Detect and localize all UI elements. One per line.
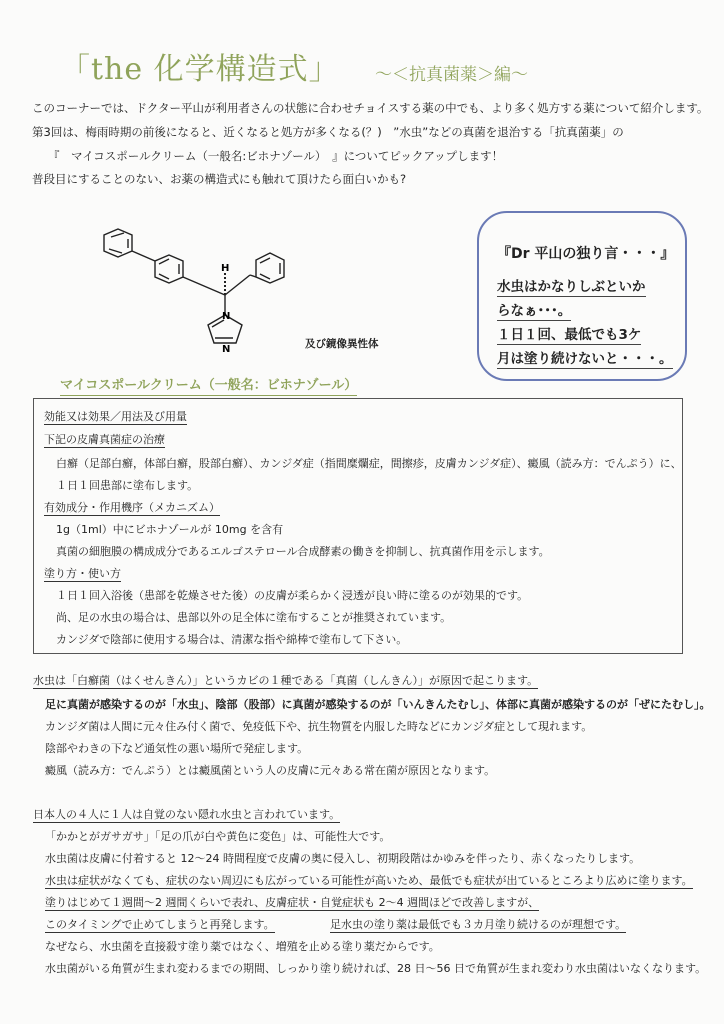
section2-line-4: 陰部やわきの下など通気性の悪い場所で発症します。 <box>45 742 309 755</box>
info-body-7: カンジダで陰部に使用する場合は、清潔な指や綿棒で塗布して下さい。 <box>56 633 408 646</box>
info-body-1: 白癬（足部白癬，体部白癬，股部白癬）、カンジダ症（指間糜爛症，間擦疹，皮膚カンジダ症）、癜風（読み方：でんぷう）に、 <box>56 457 682 470</box>
section2-line-5: 癜風（読み方：でんぷう）とは癜風菌という人の皮膚に元々ある常在菌が原因となります。 <box>45 764 496 777</box>
mirror-isomer-label: 及び鏡像異性体 <box>305 338 379 350</box>
hydrogen-label: H <box>221 263 230 274</box>
nitrogen-label-1: N <box>222 311 231 322</box>
section2-line-3: カンジダ菌は人間に元々住み付く菌で、免疫低下や、抗生物質を内服した時などにカンジダ症として現れます。 <box>45 720 593 733</box>
doctor-callout <box>477 211 687 381</box>
info-body-3: 1g（1ml）中にビホナゾールが 10mg を含有 <box>56 523 284 536</box>
callout-line-2: らなぁ･･･。 <box>497 299 571 321</box>
section3-line-3: 水虫菌は皮膚に付着すると 12～24 時間程度で皮膚の奥に侵入し、初期段階はかゆみを伴ったり、赤くなったりします。 <box>45 852 641 865</box>
info-heading-indication: 下記の皮膚真菌症の治療 <box>44 433 165 446</box>
intro-line-1: このコーナーでは、ドクター平山が利用者さんの状態に合わせチョイスする薬の中でも、より多く処方する薬について紹介します。 <box>32 101 709 115</box>
intro-line-2: 第3回は、梅雨時期の前後になると、近くなると処方が多くなる(？) ”水虫”などの真菌を退治する「抗真菌薬」の <box>32 125 624 139</box>
info-body-6: 尚、足の水虫の場合は、患部以外の足全体に塗布することが推奨されています。 <box>56 611 452 624</box>
section3-line-5: 塗りはじめて１週間～2 週間くらいで表れ、皮膚症状・自覚症状も 2～4 週間ほどで改善しますが、 <box>45 896 540 909</box>
info-body-2: １日１回患部に塗布します。 <box>56 479 199 492</box>
section3-line-8: なぜなら、水虫菌を直接殺す塗り薬ではなく、増殖を止める塗り薬だからです。 <box>45 940 440 953</box>
section3-line-6: このタイミングで止めてしまうと再発します。 <box>45 918 275 931</box>
info-heading-usage: 塗り方・使い方 <box>44 567 121 580</box>
section3-line-4: 水虫は症状がなくても、症状のない周辺にも広がっている可能性が高いため、最低でも症状が出ているところより広めに塗ります。 <box>45 874 693 887</box>
page-title: 「the 化学構造式」 <box>60 52 340 87</box>
callout-line-1: 水虫はかなりしぶといか <box>497 275 646 297</box>
section3-line-1: 日本人の４人に１人は自覚のない隠れ水虫と言われています。 <box>33 808 341 821</box>
section3-line-9: 水虫菌がいる角質が生まれ変わるまでの期間、しっかり塗り続ければ、28 日～56 日で角質が生まれ変わり水虫菌はいなくなります。 <box>45 962 707 975</box>
drug-name-heading: マイコスポールクリーム（一般名：ビホナゾール） <box>60 374 357 396</box>
callout-line-3: １日１回、最低でも3ケ <box>497 323 641 345</box>
callout-heading: 『Dr 平山の独り言・・・』 <box>497 246 675 262</box>
drug-info-box <box>33 398 683 654</box>
section3-line-7: 足水虫の塗り薬は最低でも３カ月塗り続けるのが理想です。 <box>330 918 627 931</box>
callout-line-4: 月は塗り続けないと・・・。 <box>497 347 673 369</box>
page-subtitle: ～＜抗真菌薬＞編～ <box>375 65 528 85</box>
bifonazole-structure <box>95 215 305 365</box>
nitrogen-label-2: N <box>222 344 231 355</box>
intro-line-4: 普段目にすることのない、お薬の構造式にも触れて頂けたら面白いかも? <box>32 172 407 186</box>
section3-line-2: 「かかとがガサガサ」「足の爪が白や黄色に変色」は、可能性大です。 <box>45 830 391 843</box>
intro-line-3: 『 マイコスポールクリーム（一般名:ビホナゾール） 』についてピックアップします！ <box>48 149 504 163</box>
info-heading-mechanism: 有効成分・作用機序（メカニズム） <box>44 501 220 514</box>
info-body-4: 真菌の細胞膜の構成成分であるエルゴステロール合成酵素の働きを抑制し、抗真菌作用を示します。 <box>56 545 550 558</box>
info-body-5: １日１回入浴後（患部を乾燥させた後）の皮膚が柔らかく浸透が良い時に塗るのが効果的です。 <box>56 589 529 602</box>
info-heading-efficacy: 効能又は効果／用法及び用量 <box>44 410 187 423</box>
section2-line-2: 足に真菌が感染するのが「水虫」、陰部（股部）に真菌が感染するのが「いんきんたむし」、体部に真菌が感染するのが「ぜにたむし」。 <box>45 698 711 711</box>
section2-line-1: 水虫は「白癬菌（はくせんきん）」というカビの１種である「真菌（しんきん）」が原因で起こります。 <box>33 674 539 687</box>
